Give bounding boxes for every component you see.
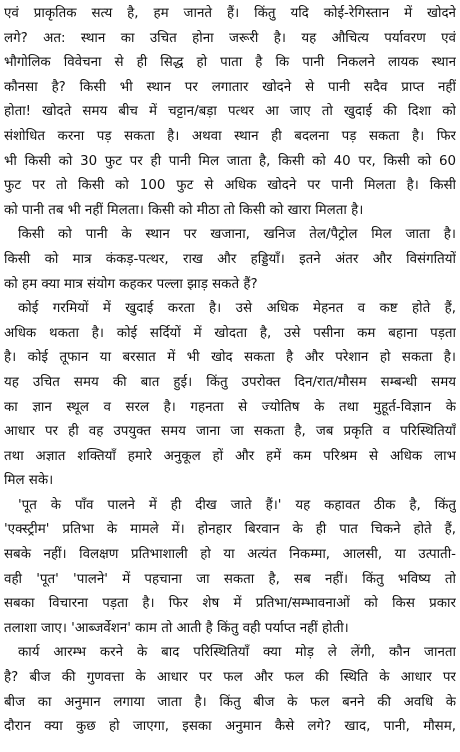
- text-line: मिल सके।: [4, 473, 54, 489]
- text-line: आधार पर ही वह उपयुक्त समय जाना जा सकता है, जब प्रकृति व परिस्थितियाँ: [4, 424, 456, 440]
- text-line: वही 'पूत' 'पालने' में पहचाना जा सकता है, सब नहीं। किंतु भविष्य तो: [4, 571, 456, 587]
- text-line: तथा अज्ञात शक्तियाँ हमारे अनुकूल हों और हमें कम परिश्रम से अधिक लाभ: [4, 448, 456, 464]
- text-line: भौगोलिक विवेचना से ही सिद्ध हो पाता है कि पानी निकलने लायक स्थान: [4, 55, 456, 71]
- paragraph: [4, 494, 456, 642]
- paragraph: [4, 2, 456, 223]
- text-line: तलाशा जाए। 'आब्जर्वेशन' काम तो आती है किंतु वही पर्याप्त नहीं होती।: [4, 620, 349, 636]
- text-line: अधिक थकता है। कोई सर्दियों में खोदता है, उसे पसीना कम बहाना पड़ता: [4, 325, 456, 341]
- text-line: को पानी तब भी नहीं मिलता। किसी को मीठा तो किसी को खारा मिलता है।: [4, 202, 364, 218]
- text-line: का ज्ञान स्थूल व सरल है। गहनता से ज्योतिष के तथा मुहूर्त-विज्ञान के: [4, 399, 456, 415]
- text-line: सबका विचारना पड़ता है। फिर शेष में प्रतिभा/सम्भावनाओं को किस प्रकार: [4, 596, 456, 612]
- text-line: फुट पर तो किसी को 100 फुट से अधिक खोदने पर पानी मिलता है। किसी: [4, 178, 456, 194]
- text-line: 'पूत के पाँव पालने में ही दीख जाते हैं।' यह कहावत ठीक है, किंतु: [18, 497, 456, 513]
- text-line: कोई गरमियों में खुदाई करता है। उसे अधिक मेहनत व कष्ट होते हैं,: [18, 301, 456, 317]
- text-line: है। कोई तूफान या बरसात में भी खोद सकता है और परेशान हो सकता है।: [4, 350, 456, 366]
- text-line: लगे? अत: स्थान का उचित होना जरूरी है। यह औचित्य पर्यावरण एवं: [4, 30, 456, 46]
- text-line: किसी को पानी के स्थान पर खजाना, खनिज तेल/पैट्रोल मिल जाता है।: [18, 227, 456, 243]
- text-line: किसी को मात्र कंकड़-पत्थर, राख और हड्डियाँ। इतने अंतर और विसंगतियों: [4, 251, 456, 267]
- text-line: बीज का अनुमान लगाया जाता है। किंतु बीज के फल बनने की अवधि के: [4, 694, 456, 710]
- text-line: कार्य आरम्भ करने के बाद परिस्थितियाँ क्या मोड़ ले लेंगी, कौन जानता: [18, 645, 456, 661]
- paragraph: [4, 641, 456, 739]
- paragraph: [4, 297, 456, 494]
- paragraph: [4, 223, 456, 297]
- text-line: यह उचित समय की बात हुई। किंतु उपरोक्त दिन/रात/मौसम सम्बन्धी समय: [4, 374, 456, 390]
- text-line: कौनसा है? किसी भी स्थान पर लगातार खोदने से पानी सदैव प्राप्त नहीं: [4, 79, 456, 95]
- text-line: होता! खोदते समय बीच में चट्टान/बड़ा पत्थर आ जाए तो खुदाई की दिशा को: [4, 104, 456, 120]
- text-line: है? बीज की गुणवत्ता के आधार पर फल और फल की स्थिति के आधार पर: [4, 670, 456, 686]
- document-body: [4, 2, 456, 740]
- text-line: भी किसी को 30 फुट पर ही पानी मिल जाता है, किसी को 40 पर, किसी को 60: [4, 153, 456, 169]
- text-line: सबके नहीं। विलक्षण प्रतिभाशाली हो या अत्यंत निकम्मा, आलसी, या उत्पाती-: [4, 547, 456, 563]
- text-line: 'एक्स्ट्रीम' प्रतिभा के मामले में। होनहार बिरवान के ही पात चिकने होते हैं,: [4, 522, 456, 538]
- text-line: संशोधित करना पड़ सकता है। अथवा स्थान ही बदलना पड़ सकता है। फिर: [4, 128, 456, 144]
- text-line: एवं प्राकृतिक सत्य है, हम जानते हैं। किंतु यदि कोई-रेगिस्तान में खोदने: [4, 6, 456, 21]
- text-line: दौरान क्या कुछ हो जाएगा, इसका अनुमान कैसे लगे? खाद, पानी, मौसम,: [4, 719, 456, 735]
- text-line: को हम क्या मात्र संयोग कहकर पल्ला झाड़ सकते हैं?: [4, 276, 258, 292]
